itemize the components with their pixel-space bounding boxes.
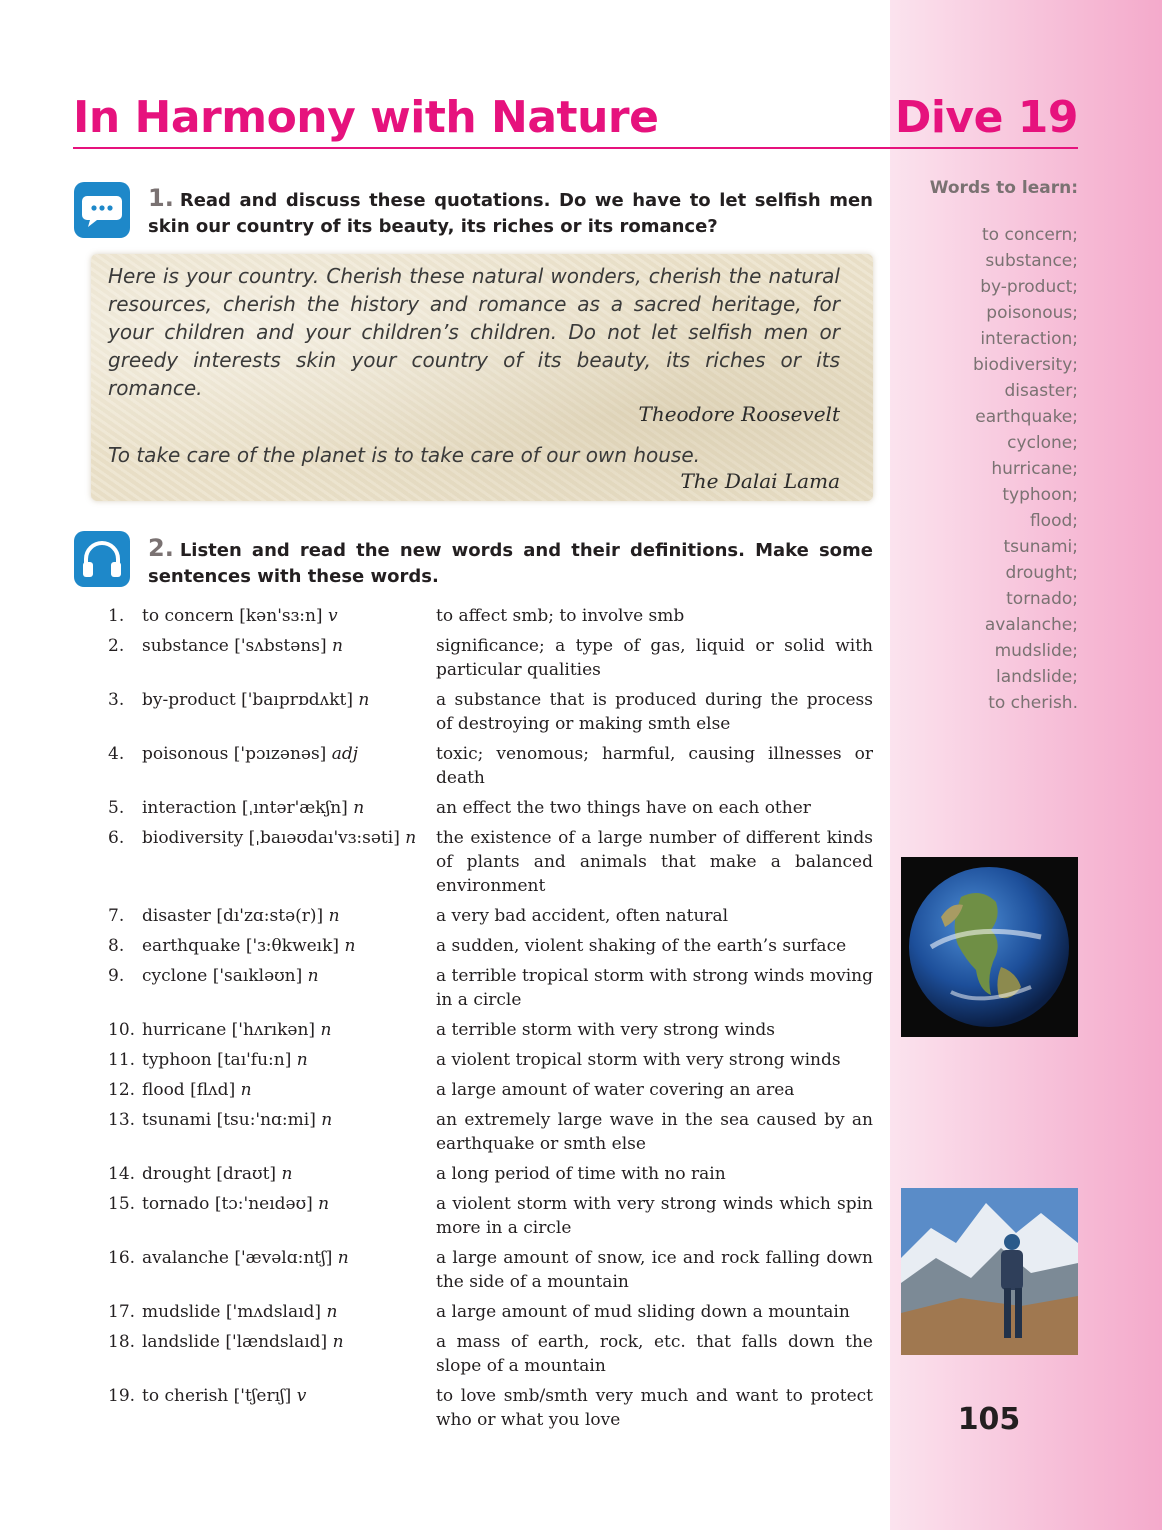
vocab-word: substance	[142, 636, 229, 656]
vocab-word: interaction	[142, 798, 237, 818]
vocab-definition: a terrible tropical storm with strong winds moving in a circle	[436, 966, 873, 1010]
vocab-definition: to affect smb; to involve smb	[436, 606, 685, 626]
vocab-definition: a mass of earth, rock, etc. that falls down the slope of a mountain	[436, 1332, 873, 1376]
task-1-instruction	[148, 185, 873, 240]
vocab-part-of-speech: v	[296, 1386, 307, 1406]
vocab-number: 6.	[108, 828, 125, 848]
words-to-learn-list	[973, 222, 1078, 716]
word-item: typhoon;	[1002, 485, 1078, 505]
page-title: In Harmony with Nature	[73, 92, 659, 143]
vocab-transcription: [flʌd]	[190, 1080, 236, 1100]
vocab-number: 13.	[108, 1110, 136, 1130]
earth-photo	[901, 857, 1078, 1037]
vocab-part-of-speech: n	[332, 636, 343, 656]
vocab-transcription: [ˌbaıəʊdaı'vɜ:səti]	[248, 828, 400, 848]
headphones-icon	[74, 531, 130, 587]
vocab-term	[142, 1192, 436, 1246]
vocab-transcription: ['hʌrıkən]	[231, 1020, 316, 1040]
vocab-row	[108, 1048, 873, 1078]
vocab-term	[142, 964, 436, 1018]
vocab-transcription: ['baıprɒdʌkt]	[241, 690, 353, 710]
vocab-definition: the existence of a large number of different kinds of plants and animals that make a balanced environment	[436, 828, 873, 896]
vocab-term	[142, 826, 436, 904]
vocab-definition: significance; a type of gas, liquid or solid with particular qualities	[436, 636, 873, 680]
vocab-definition: an extremely large wave in the sea caused by an earthquake or smth else	[436, 1110, 873, 1154]
vocab-term	[142, 1384, 436, 1438]
vocab-transcription: [taı'fu:n]	[217, 1050, 292, 1070]
word-item: avalanche;	[984, 615, 1078, 635]
word-item: drought;	[1005, 563, 1078, 583]
vocabulary-table	[108, 604, 873, 1438]
vocab-part-of-speech: adj	[331, 744, 359, 764]
vocab-term	[142, 604, 436, 634]
vocab-term	[142, 934, 436, 964]
vocab-transcription: ['sʌbstəns]	[234, 636, 327, 656]
vocab-definition: a violent storm with very strong winds which spin more in a circle	[436, 1194, 873, 1238]
word-item: mudslide;	[994, 641, 1078, 661]
vocab-definition: a large amount of water covering an area	[436, 1080, 795, 1100]
word-item: to cherish.	[988, 693, 1078, 713]
vocab-term	[142, 904, 436, 934]
unit-label: Dive 19	[894, 92, 1078, 143]
vocab-transcription: [ˌıntər'ækʃn]	[241, 798, 348, 818]
title-divider	[73, 147, 1078, 149]
vocab-row	[108, 934, 873, 964]
word-item: flood;	[1029, 511, 1078, 531]
word-item: disaster;	[1004, 381, 1078, 401]
vocab-number: 8.	[108, 936, 125, 956]
word-item: by-product;	[980, 277, 1078, 297]
vocab-row	[108, 1078, 873, 1108]
vocab-number: 17.	[108, 1302, 136, 1322]
vocab-row	[108, 826, 873, 904]
vocab-term	[142, 1018, 436, 1048]
word-item: substance;	[985, 251, 1078, 271]
vocab-row	[108, 742, 873, 796]
vocab-definition: an effect the two things have on each other	[436, 798, 811, 818]
vocab-term	[142, 688, 436, 742]
vocab-word: poisonous	[142, 744, 229, 764]
vocab-definition: a large amount of mud sliding down a mountain	[436, 1302, 850, 1322]
speech-bubble-icon	[74, 182, 130, 238]
vocab-transcription: [tsu:'nɑ:mi]	[216, 1110, 316, 1130]
word-item: biodiversity;	[973, 355, 1078, 375]
vocab-part-of-speech: n	[337, 1248, 349, 1268]
vocab-part-of-speech: n	[405, 828, 417, 848]
vocab-word: to concern	[142, 606, 234, 626]
quote-roosevelt-author: Theodore Roosevelt	[638, 402, 840, 426]
vocab-transcription: ['ævəlɑ:ntʃ]	[234, 1248, 333, 1268]
vocab-part-of-speech: n	[321, 1110, 333, 1130]
vocab-row	[108, 688, 873, 742]
vocab-transcription: [kən'sɜ:n]	[239, 606, 323, 626]
words-to-learn-heading: Words to learn:	[929, 178, 1078, 198]
vocab-part-of-speech: n	[320, 1020, 332, 1040]
vocab-transcription: ['mʌdslaıd]	[225, 1302, 322, 1322]
word-item: poisonous;	[986, 303, 1078, 323]
vocab-row	[108, 634, 873, 688]
vocab-row	[108, 964, 873, 1018]
vocab-word: flood	[142, 1080, 185, 1100]
vocab-part-of-speech: n	[326, 1302, 338, 1322]
vocab-word: avalanche	[142, 1248, 229, 1268]
vocab-definition: a sudden, violent shaking of the earth’s surface	[436, 936, 847, 956]
vocab-transcription: ['ɜ:θkweık]	[245, 936, 340, 956]
vocab-transcription: [draʊt]	[216, 1164, 277, 1184]
vocab-transcription: ['saıkləʊn]	[212, 966, 303, 986]
vocab-row	[108, 796, 873, 826]
vocab-term	[142, 742, 436, 796]
word-item: tornado;	[1006, 589, 1078, 609]
word-item: landslide;	[996, 667, 1078, 687]
vocab-number: 10.	[108, 1020, 136, 1040]
vocab-transcription: [dı'zɑ:stə(r)]	[216, 906, 324, 926]
vocab-transcription: [tɔ:'neıdəʊ]	[214, 1194, 313, 1214]
vocab-word: earthquake	[142, 936, 241, 956]
vocab-row	[108, 1300, 873, 1330]
quote-roosevelt-text: Here is your country. Cherish these natural wonders, cherish the natural resources, cherish the history and romance as a sacred heritage, for your children and your children’s children. Do not let selfish men or greedy interests skin your country of its beauty, its riches or its romance.	[108, 264, 840, 400]
word-item: cyclone;	[1007, 433, 1078, 453]
vocab-term	[142, 1330, 436, 1384]
vocab-word: typhoon	[142, 1050, 212, 1070]
vocab-definition: toxic; venomous; harmful, causing illnesses or death	[436, 744, 873, 788]
page-number: 105	[957, 1402, 1021, 1437]
vocab-word: tornado	[142, 1194, 210, 1214]
vocab-number: 9.	[108, 966, 125, 986]
vocab-definition: a terrible storm with very strong winds	[436, 1020, 776, 1040]
vocab-row	[108, 1108, 873, 1162]
vocab-term	[142, 1078, 436, 1108]
vocab-part-of-speech: n	[296, 1050, 308, 1070]
task-1-number: 1.	[148, 184, 174, 212]
vocab-number: 5.	[108, 798, 125, 818]
vocab-part-of-speech: n	[344, 936, 356, 956]
vocab-number: 12.	[108, 1080, 136, 1100]
vocab-number: 14.	[108, 1164, 136, 1184]
task-2-text: Listen and read the new words and their definitions. Make some sentences with these words.	[148, 540, 873, 587]
vocab-number: 4.	[108, 744, 125, 764]
task-2-instruction	[148, 535, 873, 590]
vocab-word: drought	[142, 1164, 211, 1184]
quote-dalai-lama-text: To take care of the planet is to take care of our own house.	[108, 443, 700, 467]
vocab-term	[142, 1162, 436, 1192]
vocab-row	[108, 904, 873, 934]
vocab-part-of-speech: n	[332, 1332, 344, 1352]
vocab-word: cyclone	[142, 966, 208, 986]
vocab-part-of-speech: n	[328, 906, 340, 926]
vocab-number: 18.	[108, 1332, 136, 1352]
vocab-number: 3.	[108, 690, 125, 710]
vocab-part-of-speech: n	[318, 1194, 330, 1214]
vocab-part-of-speech: n	[307, 966, 319, 986]
vocab-number: 7.	[108, 906, 125, 926]
vocab-row	[108, 1384, 873, 1438]
vocab-term	[142, 796, 436, 826]
vocab-word: mudslide	[142, 1302, 221, 1322]
vocab-row	[108, 1018, 873, 1048]
word-item: hurricane;	[991, 459, 1078, 479]
vocab-transcription: ['pɔızənəs]	[233, 744, 327, 764]
task-1-text: Read and discuss these quotations. Do we have to let selfish men skin our country of its beauty, its riches or its romance?	[148, 190, 873, 237]
vocab-term	[142, 634, 436, 688]
vocab-term	[142, 1108, 436, 1162]
vocab-term	[142, 1048, 436, 1078]
vocab-word: hurricane	[142, 1020, 227, 1040]
vocab-row	[108, 1330, 873, 1384]
vocab-part-of-speech: n	[358, 690, 370, 710]
vocab-term	[142, 1246, 436, 1300]
vocab-transcription: ['lændslaıd]	[225, 1332, 328, 1352]
vocab-part-of-speech: v	[327, 606, 338, 626]
word-item: tsunami;	[1003, 537, 1078, 557]
vocab-part-of-speech: n	[281, 1164, 293, 1184]
vocab-word: to cherish	[142, 1386, 229, 1406]
vocab-number: 15.	[108, 1194, 136, 1214]
vocab-definition: a substance that is produced during the process of destroying or making smth else	[436, 690, 873, 734]
vocab-definition: a long period of time with no rain	[436, 1164, 726, 1184]
vocab-number: 11.	[108, 1050, 136, 1070]
vocab-number: 1.	[108, 606, 125, 626]
quote-dalai-lama-author: The Dalai Lama	[680, 469, 840, 493]
vocab-transcription: ['tʃerıʃ]	[233, 1386, 292, 1406]
vocab-word: tsunami	[142, 1110, 212, 1130]
vocab-number: 19.	[108, 1386, 136, 1406]
vocab-definition: a very bad accident, often natural	[436, 906, 729, 926]
mountain-hiker-photo	[901, 1188, 1078, 1355]
word-item: to concern;	[982, 225, 1078, 245]
vocab-number: 2.	[108, 636, 125, 656]
vocab-row	[108, 1192, 873, 1246]
vocab-row	[108, 604, 873, 634]
vocab-row	[108, 1246, 873, 1300]
word-item: earthquake;	[975, 407, 1078, 427]
vocab-word: landslide	[142, 1332, 220, 1352]
vocab-number: 16.	[108, 1248, 136, 1268]
vocab-part-of-speech: n	[240, 1080, 252, 1100]
task-2-number: 2.	[148, 534, 174, 562]
vocab-definition: to love smb/smth very much and want to protect who or what you love	[436, 1386, 873, 1430]
vocab-definition: a large amount of snow, ice and rock falling down the side of a mountain	[436, 1248, 873, 1292]
vocab-word: by-product	[142, 690, 236, 710]
vocab-row	[108, 1162, 873, 1192]
word-item: interaction;	[980, 329, 1078, 349]
vocab-term	[142, 1300, 436, 1330]
vocab-word: disaster	[142, 906, 211, 926]
vocab-definition: a violent tropical storm with very strong winds	[436, 1050, 841, 1070]
vocab-part-of-speech: n	[353, 798, 365, 818]
vocab-word: biodiversity	[142, 828, 244, 848]
